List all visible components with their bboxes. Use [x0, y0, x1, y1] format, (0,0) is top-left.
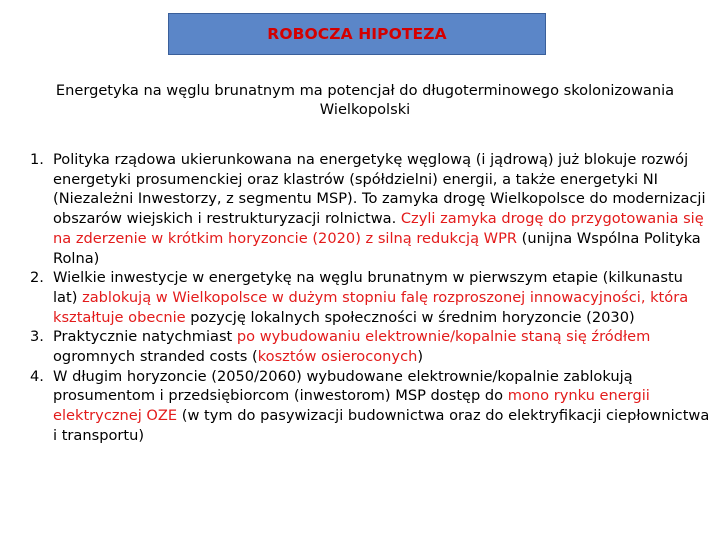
hypothesis-statement: Energetyka na węglu brunatnym ma potencjał do długoterminowego skolonizowania Wielkopolski	[55, 82, 675, 118]
list-item-text	[53, 367, 710, 446]
title-box	[168, 13, 546, 55]
text-segment: Wielkie inwestycje w energetykę na węglu brunatnym w pierwszym etapie (kilkunastu lat)	[53, 269, 683, 306]
numbered-list	[30, 150, 710, 446]
list-item-1	[30, 150, 710, 268]
list-number: 3.	[30, 328, 44, 346]
text-segment: (w tym do pasywizacji budownictwa oraz do elektryfikacji ciepłownictwa i transportu)	[53, 407, 710, 444]
highlighted-text: Czyli zamyka drogę do przygotowania się na zderzenie w krótkim horyzoncie (2020) z silną redukcją WPR	[53, 210, 704, 247]
highlighted-text: mono rynku energii elektrycznej OZE	[53, 387, 650, 425]
text-segment: (unijna Wspólna Polityka Rolna)	[53, 229, 701, 267]
text-segment: pozycję lokalnych społeczności w średnim horyzoncie (2030)	[185, 308, 635, 326]
list-item-text	[53, 268, 710, 327]
list-number: 1.	[30, 151, 44, 168]
text-segment: ogromnych stranded costs (	[53, 348, 258, 366]
list-item-2	[30, 268, 710, 327]
text-segment: Polityka rządowa ukierunkowana na energetykę węglową (i jądrową) już blokuje rozwój energetyki prosumenckiej oraz klastrów (spółdzielni) energii, a także energetyki NI (Niezależni Inwestorzy, z segmentu MSP). To zamyka drogę Wielkopolsce do modernizacji obszarów wiejskich i restrukturyzacji rolnictwa.	[53, 151, 706, 228]
text-segment: Praktycznie natychmiast	[53, 328, 237, 346]
highlighted-text: po wybudowaniu elektrownie/kopalnie staną się źródłem	[236, 328, 651, 346]
list-item-text	[53, 327, 710, 366]
list-item-text	[53, 150, 710, 268]
list-item-4	[30, 367, 710, 446]
list-number: 2.	[30, 269, 44, 287]
list-item-3	[30, 327, 710, 366]
list-number: 4.	[30, 367, 44, 385]
text-segment: W długim horyzoncie (2050/2060) wybudowane elektrownie/kopalnie zablokują prosumentom i przedsiębiorcom (inwestorom) MSP dostęp do	[53, 367, 633, 405]
highlighted-text: kosztów osieroconych	[257, 348, 418, 366]
text-segment: )	[417, 348, 424, 366]
highlighted-text: zablokują w Wielkopolsce w dużym stopniu falę rozproszonej innowacyjności, która kształtuje obecnie	[53, 288, 689, 326]
slide-title: ROBOCZA HIPOTEZA	[267, 25, 447, 43]
